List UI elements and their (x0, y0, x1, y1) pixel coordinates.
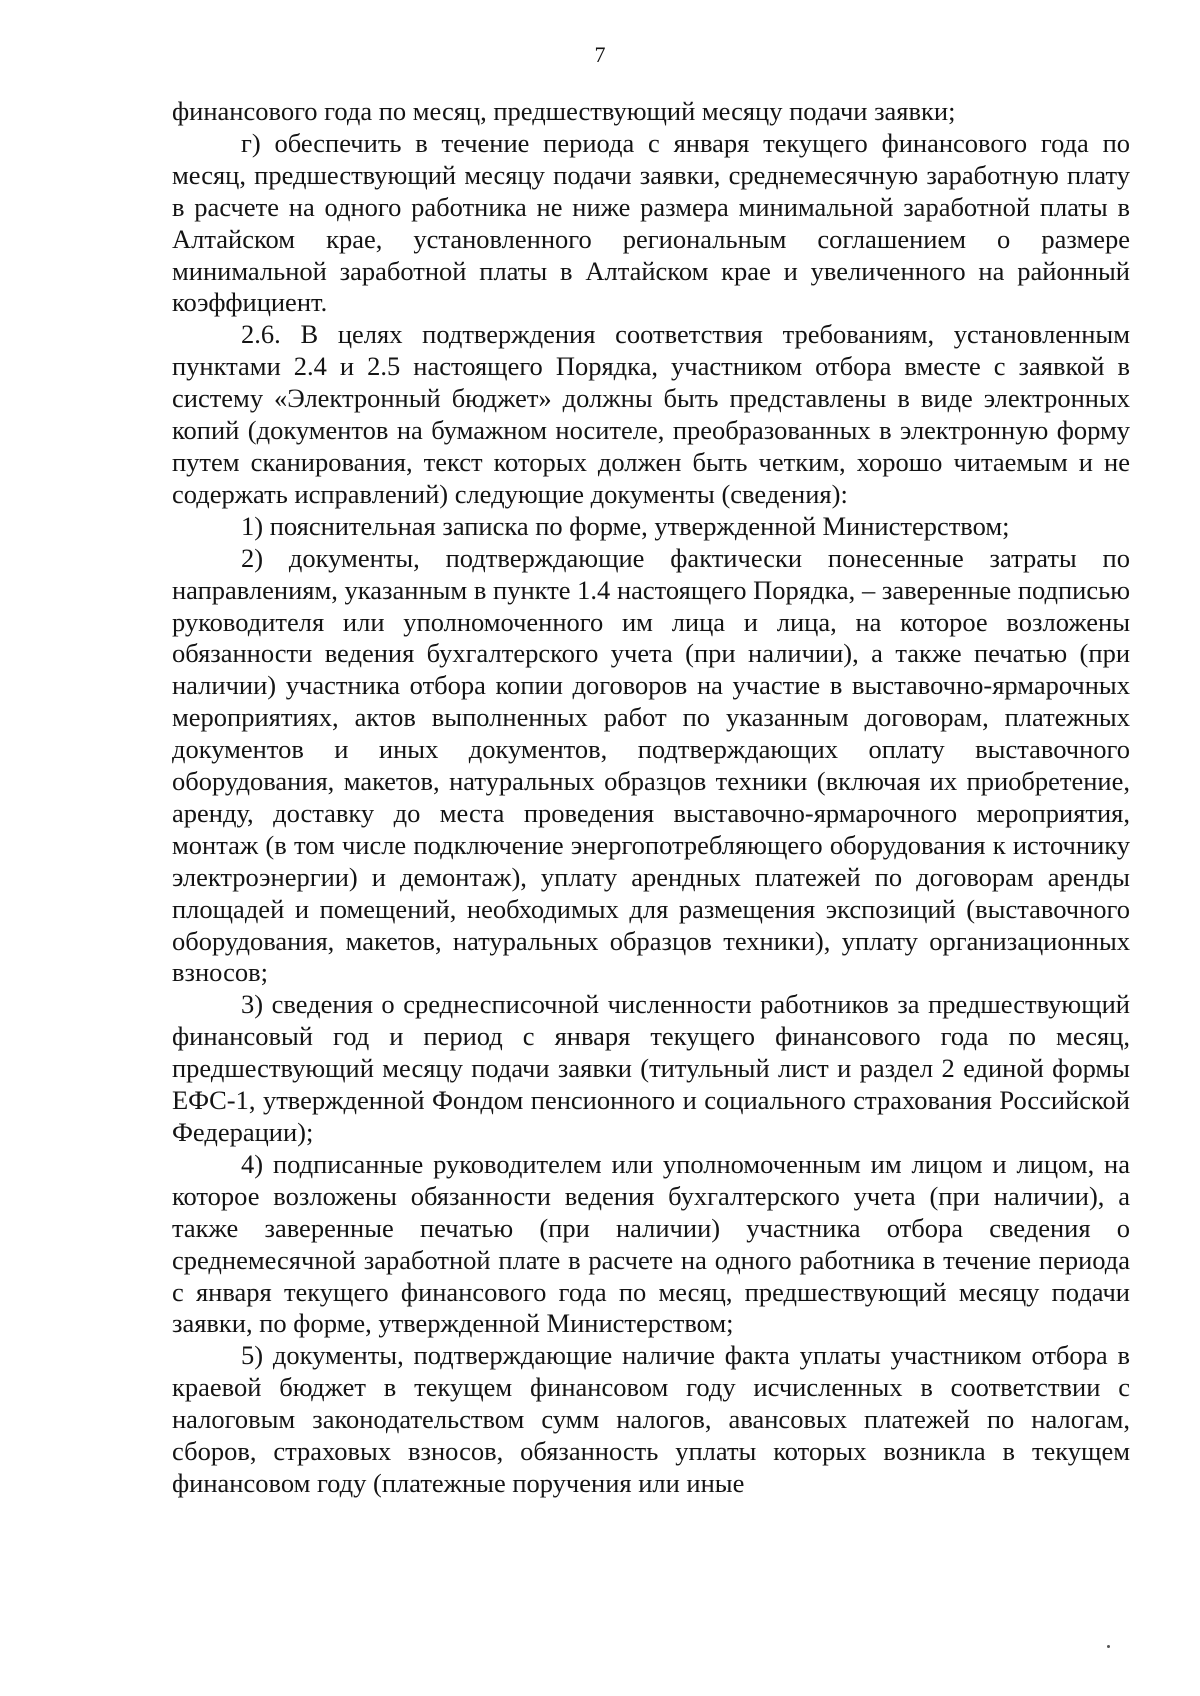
paragraph-2-6: 2.6. В целях подтверждения соответствия требованиям, установленным пунктами 2.4 и 2.5 настоящего Порядка, участником отбора вместе с заявкой в систему «Электронный бюджет» должны быть представлены в виде электронных копий (документов на бумажном носителе, преобразованных в электронную форму путем сканирования, текст которых должен быть четким, хорошо читаемым и не содержать исправлений) следующие документы (сведения): (172, 319, 1130, 509)
document-body (172, 96, 1130, 1500)
list-item-3: 3) сведения о среднесписочной численности работников за предшествующий финансовый год и период с января текущего финансового года по месяц, предшествующий месяцу подачи заявки (титульный лист и раздел 2 единой формы ЕФС-1, утвержденной Фондом пенсионного и социального страхования Российской Федерации); (172, 989, 1130, 1147)
list-item-2: 2) документы, подтверждающие фактически понесенные затраты по направлениям, указанным в пункте 1.4 настоящего Порядка, – заверенные подписью руководителя или уполномоченного им лица и лица, на которое возложены обязанности ведения бухгалтерского учета (при наличии), а также печатью (при наличии) участника отбора копии договоров на участие в выставочно-ярмарочных мероприятиях, актов выполненных работ по указанным договорам, платежных документов и иных документов, подтверждающих оплату выставочного оборудования, макетов, натуральных образцов техники (включая их приобретение, аренду, доставку до места проведения выставочно-ярмарочного мероприятия, монтаж (в том числе подключение энергопотребляющего оборудования к источнику электроэнергии) и демонтаж), уплату арендных платежей по договорам аренды площадей и помещений, необходимых для размещения экспозиций (выставочного оборудования, макетов, натуральных образцов техники), уплату организационных взносов; (172, 542, 1130, 988)
page-number: 7 (594, 42, 606, 67)
list-item-5: 5) документы, подтверждающие наличие факта уплаты участником отбора в краевой бюджет в текущем финансовом году исчисленных в соответствии с налоговым законодательством сумм налогов, авансовых платежей по налогам, сборов, страховых взносов, обязанность уплаты которых возникла в текущем финансовом году (платежные поручения или иные (172, 1340, 1130, 1498)
list-item-1: 1) пояснительная записка по форме, утвержденной Министерством; (241, 510, 1010, 541)
list-item-4: 4) подписанные руководителем или уполномоченным им лицом и лицом, на которое возложены обязанности ведения бухгалтерского учета (при наличии), а также заверенные печатью (при наличии) участника отбора сведения о среднемесячной заработной плате в расчете на одного работника в течение периода с января текущего финансового года по месяц, предшествующий месяцу подачи заявки, по форме, утвержденной Министерством; (172, 1148, 1130, 1339)
scan-dot (1107, 1645, 1110, 1648)
paragraph-item-g: г) обеспечить в течение периода с января текущего финансового года по месяц, предшествующий месяцу подачи заявки, среднемесячную заработную плату в расчете на одного работника не ниже размера минимальной заработной платы в Алтайском крае, установленного региональным соглашением о размере минимальной заработной платы в Алтайском крае и увеличенного на районный коэффициент. (172, 127, 1130, 318)
paragraph-continuation: финансового года по месяц, предшествующий месяцу подачи заявки; (172, 96, 956, 126)
